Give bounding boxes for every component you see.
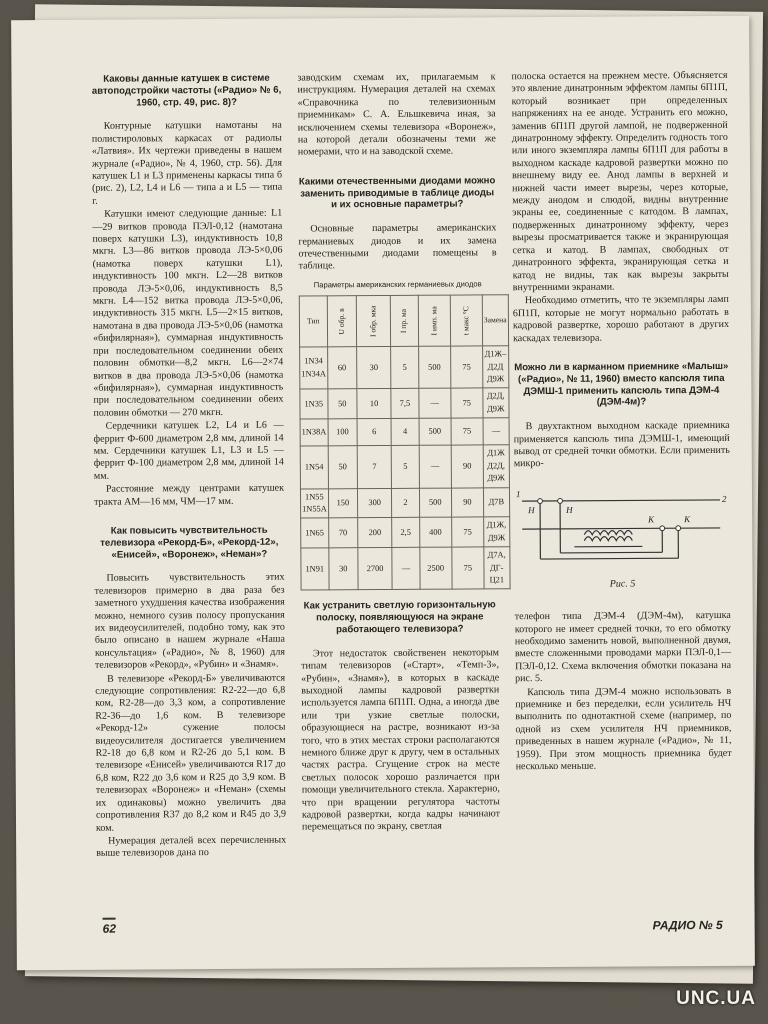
table-cell: — xyxy=(483,418,509,445)
question-heading: Какими отечественными диодами можно заменить приводимые в таблице диоды и их основные параметры? xyxy=(298,175,496,211)
table-cell: Д1Ж–Д2Д Д9Ж xyxy=(482,346,508,388)
pin-label: H xyxy=(528,504,535,515)
column-header: I имп. ма xyxy=(418,295,451,346)
paragraph: полоска остается на прежнем месте. Объясняется это явление динатронным эффектом лампы 6П1П, который возникает при определенных напряжениях на ее аноде. Устранить его можно, заменив 6П1П другой лампой, не подверженной динатронному эффекту. Определить годность того или иного экземпляра лампы 6П1П для работы в выходном каскаде кадровой развертки можно по внешнему виду ее. Анод лампы в верхней и нижней части имеет вырезы, через которые, между анодом и слюдой, видны внутренние экраны ее, соединенные с катодом. В лампах, подверженных динатронному эффекту, через вырезы просматривается также и экранирующая сетка и катод. В лампах, свободных от динатронного эффекта, экранирующая сетка и катод не видны, так как вырезы закрыты внутренними экранами. xyxy=(511,69,729,294)
right-column xyxy=(511,70,731,775)
table-cell: 4 xyxy=(391,419,418,446)
table-cell: 75 xyxy=(451,388,483,418)
table-cell: — xyxy=(392,547,419,589)
table-cell: 5 xyxy=(392,446,419,488)
paragraph: В телевизоре «Рекорд-Б» увеличиваются следующие сопротивления: R2-22—до 6,8 ком, R2-28—до 3,3 ком, а сопротивление R2-36—до 1,6 ком. В телевизоре «Рекорд-12» сужение полосы видеоусилителя достигается увеличением R2-18 до 6,8 ком и R2-26 до 5,1 ком. В телевизоре «Енисей» увеличиваются R17 до 6,8 ком, R22 до 3,6 ком и R25 до 3,9 ком. В телевизорах «Воронеж» и «Неман» (схемы их одинаковы) можно увеличить два сопротивления R37 до 8,2 ком и R45 до 3,9 ком. xyxy=(95,672,286,834)
question-heading: Каковы данные катушек в системе автоподстройки частоты («Радио» № 6, 1960, стр. 49, рис. 8)? xyxy=(91,72,282,109)
table-cell: 1N54 xyxy=(300,446,328,488)
figure-caption: Рис. 5 xyxy=(609,578,636,590)
table-cell: 2500 xyxy=(419,547,452,589)
table-cell: Д2Д, Д9Ж xyxy=(483,388,509,418)
table-cell: 1N38A xyxy=(300,419,328,446)
table-cell: Д1Ж Д2Д, Д9Ж xyxy=(483,445,509,487)
paragraph: Расстояние между центрами катушек тракта АМ—16 мм, ЧМ—17 мм. xyxy=(94,482,285,508)
table-cell: 75 xyxy=(451,517,483,547)
table-cell: 2,5 xyxy=(392,518,419,548)
table-cell: 50 xyxy=(328,446,357,488)
paragraph: Нумерация деталей всех перечисленных выше телевизоров дана по xyxy=(96,834,287,860)
table-cell: 1N34 1N34A xyxy=(300,347,328,389)
question-heading: Как устранить светлую горизонтальную полоску, появляющуюся на экране работающего телевизора? xyxy=(303,599,496,636)
table-cell: 10 xyxy=(357,389,392,419)
paragraph: Необходимо отметить, что те экземпляры ламп 6П1П, которые не могут нормально работать в кадровой развертке, хорошо работают в других каскадах телевизора. xyxy=(512,294,730,344)
table-cell: 2700 xyxy=(358,548,393,590)
diode-table xyxy=(299,294,510,590)
table-cell: 7 xyxy=(357,446,392,488)
middle-column xyxy=(297,71,507,835)
table-cell: 7,5 xyxy=(391,389,418,419)
column-header: U обр. в xyxy=(327,296,357,347)
coil-schematic xyxy=(514,478,731,575)
question-heading: Можно ли в карманном приемнике «Малыш» («Радио», № 11, 1960) вместо капсюля типа ДЭМШ-1 применить капсюль типа ДЭМ-4 (ДЭМ-4м)? xyxy=(514,360,729,409)
table-cell: 90 xyxy=(451,487,483,517)
table-cell: 30 xyxy=(329,548,358,590)
table-cell: Д7В xyxy=(483,487,509,517)
table-cell: 30 xyxy=(357,347,392,389)
watermark-logo: UNC.UA xyxy=(676,988,756,1009)
table-cell: 200 xyxy=(358,518,393,548)
table-cell: 400 xyxy=(419,517,451,547)
terminal-label: 2 xyxy=(722,493,727,504)
table-row xyxy=(301,547,510,590)
table-cell: 500 xyxy=(419,488,451,518)
paragraph: телефон типа ДЭМ-4 (ДЭМ-4м), катушка которого не имеет средней точки, то его обмотку необходимо заменить новой, выполненной двумя, вместе сложенными проводами марки ПЭЛ-0,1—ПЭЛ-0,12. Схема включения обмотки показана на рис. 5. xyxy=(514,610,732,685)
table-cell: 1N35 xyxy=(300,389,328,419)
magazine-name: РАДИО № 5 xyxy=(652,917,723,933)
question-heading: Как повысить чувствительность телевизора «Рекорд-Б», «Рекорд-12», «Енисей», «Воронеж», «Неман»? xyxy=(100,524,279,561)
table-row xyxy=(300,346,509,389)
table-row xyxy=(300,418,509,446)
table-cell: Д7А, ДГ-Ц21 xyxy=(484,547,510,589)
paragraph: заводским схемам их, прилагаемым к инструкциям. Нумерация деталей на схемах «Справочника по телевизионным приемникам» С. А. Ельшкевича иная, за исключением схемы телевизора «Воронеж», на которой детали обозначены теми же номерами, что и на заводской схеме. xyxy=(297,71,496,158)
paragraph: Сердечники катушек L2, L4 и L6 — феррит Ф-600 диаметром 2,8 мм, длиной 14 мм. Сердечники катушек L1, L3 и L5 — феррит Ф-100 диаметром 2,8 мм, длиной 14 мм. xyxy=(93,419,284,482)
table-cell: 90 xyxy=(451,445,483,487)
table-cell: Д1Ж, Д9Ж xyxy=(484,517,510,547)
table-row xyxy=(300,388,509,419)
table-cell: 500 xyxy=(419,418,451,445)
terminal-label: 1 xyxy=(515,488,521,499)
table-cell: 1N91 xyxy=(301,548,329,590)
table-cell: 300 xyxy=(357,488,392,518)
table-row xyxy=(300,487,509,518)
paragraph: В двухтактном выходном каскаде приемника применяется капсюль типа ДЭМШ-1, имеющий вывод от средней точки обмотки. Если применить микро- xyxy=(513,420,730,470)
table-row xyxy=(300,445,509,488)
table-cell: 150 xyxy=(328,488,357,518)
table-cell: 75 xyxy=(450,346,482,388)
table-cell: 100 xyxy=(328,419,357,446)
column-header: Тип xyxy=(299,296,327,347)
table-cell: — xyxy=(419,445,452,487)
table-cell: 75 xyxy=(452,547,484,589)
column-header: Замена xyxy=(482,295,508,346)
paragraph: Капсюль типа ДЭМ-4 можно использовать в приемнике и без переделки, если усилитель НЧ выполнить по однотактной схеме (например, по одной из схем усилителя НЧ приемников, приведенных в нашем журнале («Радио», № 11, 1959). При этом мощность приемника будет несколько меньше. xyxy=(515,685,732,773)
column-header: I обр. мка xyxy=(356,296,391,347)
table-cell: 6 xyxy=(357,419,392,446)
paragraph: Катушки имеют следующие данные: L1—29 витков провода ПЭЛ-0,12 (намотана поверх катушки L3), индуктивность 10,8 мкгн. L3—86 витков провода ЛЭ-5×0,06 (намотка поверх катушки L1), индуктивность 100 мкгн. L2—28 витков провода ЛЭ-5×0,06, индуктивность 8,5 мкгн. L4—152 витка провода ЛЭ-5×0,06, индуктивность 315 мкгн. L5—2×15 витков, намотана в два провода ЛЭ-5×0,06 (намотка «бифилярная»), суммарная индуктивность при последовательном соединении обеих половин обмотки—8,2 мкгн. L6—2×74 витков в два провода ЛЭ-5×0,06 (намотка «бифилярная»), суммарная индуктивность при последовательном соединении обеих половин обмотки — 270 мкгн. xyxy=(92,207,284,419)
paragraph: Этот недостаток свойственен некоторым типам телевизоров («Старт», «Темп-3», «Рубин», «Знамя»), в которых в каскаде выходной лампы кадровой развертки используется лампа 6П1П. Одна, а иногда две или три узкие светлые полоски, образующиеся на растре, возникают из-за того, что в этих местах строки располагаются немного ближе друг к другу, чем в остальных частях растра. Сгущение строк на месте светлых полосок хорошо различается при помощи увеличительного стекла. Характерно, что при вращении регулятора частоты кадровой развертки, когда кадры начинают перемещаться по экрану, светлая xyxy=(301,647,500,833)
table-cell: 1N55 1N55A xyxy=(300,488,328,518)
paragraph: Основные параметры американских германиевых диодов и их замена отечественными диодами помещены в таблице. xyxy=(298,222,497,272)
page-number: 62 xyxy=(103,918,116,936)
table-cell: 70 xyxy=(328,518,357,548)
pin-label: H xyxy=(566,504,573,515)
table-cell: — xyxy=(418,389,450,419)
magazine-page xyxy=(11,16,755,970)
pin-label: K xyxy=(648,514,655,525)
table-cell: 2 xyxy=(392,488,419,518)
table-cell: 500 xyxy=(418,346,451,388)
table-row xyxy=(301,517,510,548)
paragraph: Повысить чувствительность этих телевизоров примерно в два раза без заметного ухудшения качества изображения можно, немного сузив полосу пропускания их видеоусилителей, подобно тому, как это было описано в нашем журнале «Наша консультация» («Радио», № 8, 1960) для телевизоров «Рекорд», «Рубин» и «Знамя». xyxy=(94,571,286,671)
pin-label: K xyxy=(684,513,691,524)
table-cell: 75 xyxy=(451,418,483,445)
table-cell: 5 xyxy=(391,347,418,389)
paragraph: Контурные катушки намотаны на полистироловых каркасах от радиолы «Латвия». Их чертежи приведены в нашем журнале («Радио», № 4, 1960, стр. 56). Для катушек L1 и L3 применены каркасы типа б (рис. 2), L2, L4 и L6 — типа a и L5 — типа г. xyxy=(91,120,283,207)
left-column xyxy=(91,73,286,862)
table-cell: 1N65 xyxy=(301,518,329,548)
figure-5-schematic xyxy=(514,478,731,575)
table-cell: 60 xyxy=(327,347,356,389)
column-header: I пр. ма xyxy=(391,296,419,347)
column-header: t макс °C xyxy=(450,295,482,346)
table-cell: 50 xyxy=(328,389,357,419)
table-caption: Параметры американских германиевых диодов xyxy=(313,279,482,290)
